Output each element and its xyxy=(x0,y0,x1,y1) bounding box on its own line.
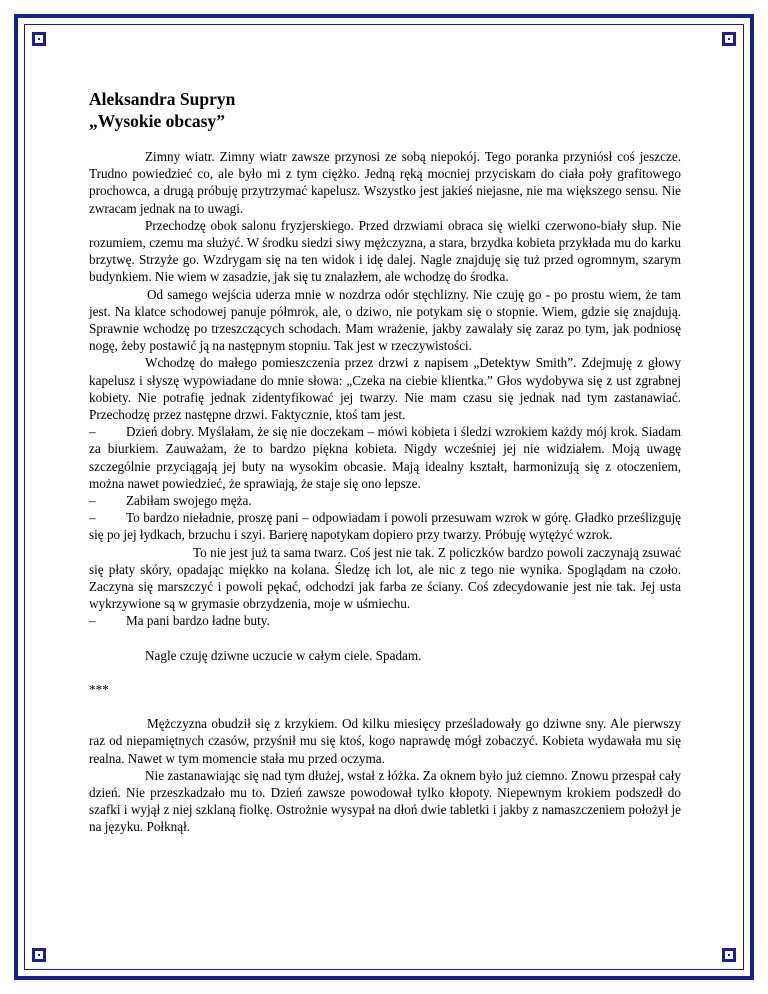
dialog-line xyxy=(89,509,681,543)
document-body xyxy=(89,88,681,836)
dialog-dash: – xyxy=(89,424,96,440)
blank-line xyxy=(89,698,681,715)
dialog-dash: – xyxy=(89,493,96,509)
blank-line xyxy=(89,630,681,647)
dialog-text: To bardzo nieładnie, proszę pani – odpowiadam i powoli przesuwam wzrok w górę. Gładko prześlizguję się po jej łydkach, brzuchu i szyi. Barierę napotykam dopiero przy twarzy. Próbuję wytężyć wzrok. xyxy=(89,510,681,543)
corner-ornament-top-right xyxy=(722,32,736,46)
dialog-dash: – xyxy=(89,613,96,629)
paragraph: Przechodzę obok salonu fryzjerskiego. Przed drzwiami obraca się wielki czerwono-biały słup. Nie rozumiem, czemu ma służyć. W środku siedzi siwy mężczyzna, a stara, brzydka kobieta przykłada mu do karku brzytwę. Strzyże go. Wzdrygam się na ten widok i idę dalej. Nagle znajduję się tuż przed ogromnym, szarym budynkiem. Nie wiem w zasadzie, jak się tu znalazłem, ale wchodzę do środka. xyxy=(89,217,681,285)
dialog-line xyxy=(89,492,681,509)
dialog-line xyxy=(89,423,681,492)
dialog-text: Zabiłam swojego męża. xyxy=(126,493,252,509)
section-separator: *** xyxy=(89,681,109,697)
paragraph: To nie jest już ta sama twarz. Coś jest nie tak. Z policzków bardzo powoli zaczynają zsuwać się płaty skóry, opadając miękko na kolana. Śledzę ich lot, ale nic z tego nie wynika. Spoglądam na czoło. Zaczyna się marszczyć i powoli pękać, odchodzi jak farba ze ściany. Coś zdecydowanie jest nie tak. Jej usta wykrzywione są w grymasie obrzydzenia, moje w uśmiechu. xyxy=(89,544,681,612)
story-text xyxy=(89,148,681,836)
paragraph: Zimny wiatr. Zimny wiatr zawsze przynosi ze sobą niepokój. Tego poranka przyniósł coś jeszcze. Trudno powiedzieć co, ale było mi z tym ciężko. Jedną ręką mocniej przyciskam do ciała poły grafitowego prochowca, a drugą próbuję przytrzymać kapelusz. Wszystko jest jakieś niejasne, nie ma większego sensu. Nie zwracam jednak na to uwagi. xyxy=(89,149,681,216)
paragraph: Od samego wejścia uderza mnie w nozdrza odór stęchlizny. Nie czuję go - po prostu wiem, że tam jest. Na klatce schodowej panuje półmrok, ale, o dziwo, nie potykam się o stopnie. Wiem, gdzie się znajdują. Sprawnie wchodzę po trzeszczących schodach. Mam wrażenie, jakby zawalały się zaraz po tym, jak podniosę nogę, żeby postawić ją na następnym stopniu. Tak jest w rzeczywistości. xyxy=(89,286,681,354)
dialog-text: Ma pani bardzo ładne buty. xyxy=(126,613,270,629)
dialog-dash: – xyxy=(89,510,96,526)
corner-ornament-bottom-right xyxy=(722,948,736,962)
paragraph: Wchodzę do małego pomieszczenia przez drzwi z napisem „Detektyw Smith”. Zdejmuję z głowy kapelusz i słyszę wypowiadane do mnie słowa: „Czeka na ciebie klientka.” Głos wydobywa się z ust zgrabnej kobiety. Nie potrafię jednak zidentyfikować jej twarzy. Nie mam czasu się jednak nad tym zastanawiać. Przechodzę przez następne drzwi. Faktycznie, ktoś tam jest. xyxy=(89,355,681,423)
blank-line xyxy=(89,664,681,681)
author-name: Aleksandra Supryn xyxy=(89,89,236,109)
paragraph: Nie zastanawiając się nad tym dłużej, wstał z łóżka. Za oknem było już ciemno. Znowu przespał cały dzień. Nie przeszkadzało mu to. Dzień zawsze powodował tylko kłopoty. Niepewnym krokiem podszedł do szafki i wyjął z niej szklaną fiolkę. Ostrożnie wysypał na dłoń dwie tabletki i jakby z namaszczeniem położył je na języku. Połknął. xyxy=(89,767,681,835)
corner-ornament-top-left xyxy=(32,32,46,46)
paragraph: Nagle czuję dziwne uczucie w całym ciele. Spadam. xyxy=(145,647,422,663)
story-title: „Wysokie obcasy” xyxy=(89,111,225,131)
dialog-text: Dzień dobry. Myślałam, że się nie doczekam – mówi kobieta i śledzi wzrokiem każdy mój krok. Siadam za biurkiem. Zauważam, że to bardzo piękna kobieta. Nigdy wcześniej jej nie widziałem. Moją uwagę szczególnie przyciągają jej buty na wysokim obcasie. Mają idealny kształt, harmonizują się z otoczeniem, można nawet powiedzieć, że sprawiają, że staje się ono lepsze. xyxy=(89,424,681,491)
corner-ornament-bottom-left xyxy=(32,948,46,962)
dialog-line xyxy=(89,612,681,629)
paragraph: Mężczyzna obudził się z krzykiem. Od kilku miesięcy prześladowały go dziwne sny. Ale pierwszy raz od niepamiętnych czasów, przyśnił mu się ktoś, kogo naprawdę mógł zobaczyć. Kobieta wydawała mu się realna. Nawet w tym momencie stała mu przed oczyma. xyxy=(89,716,681,766)
